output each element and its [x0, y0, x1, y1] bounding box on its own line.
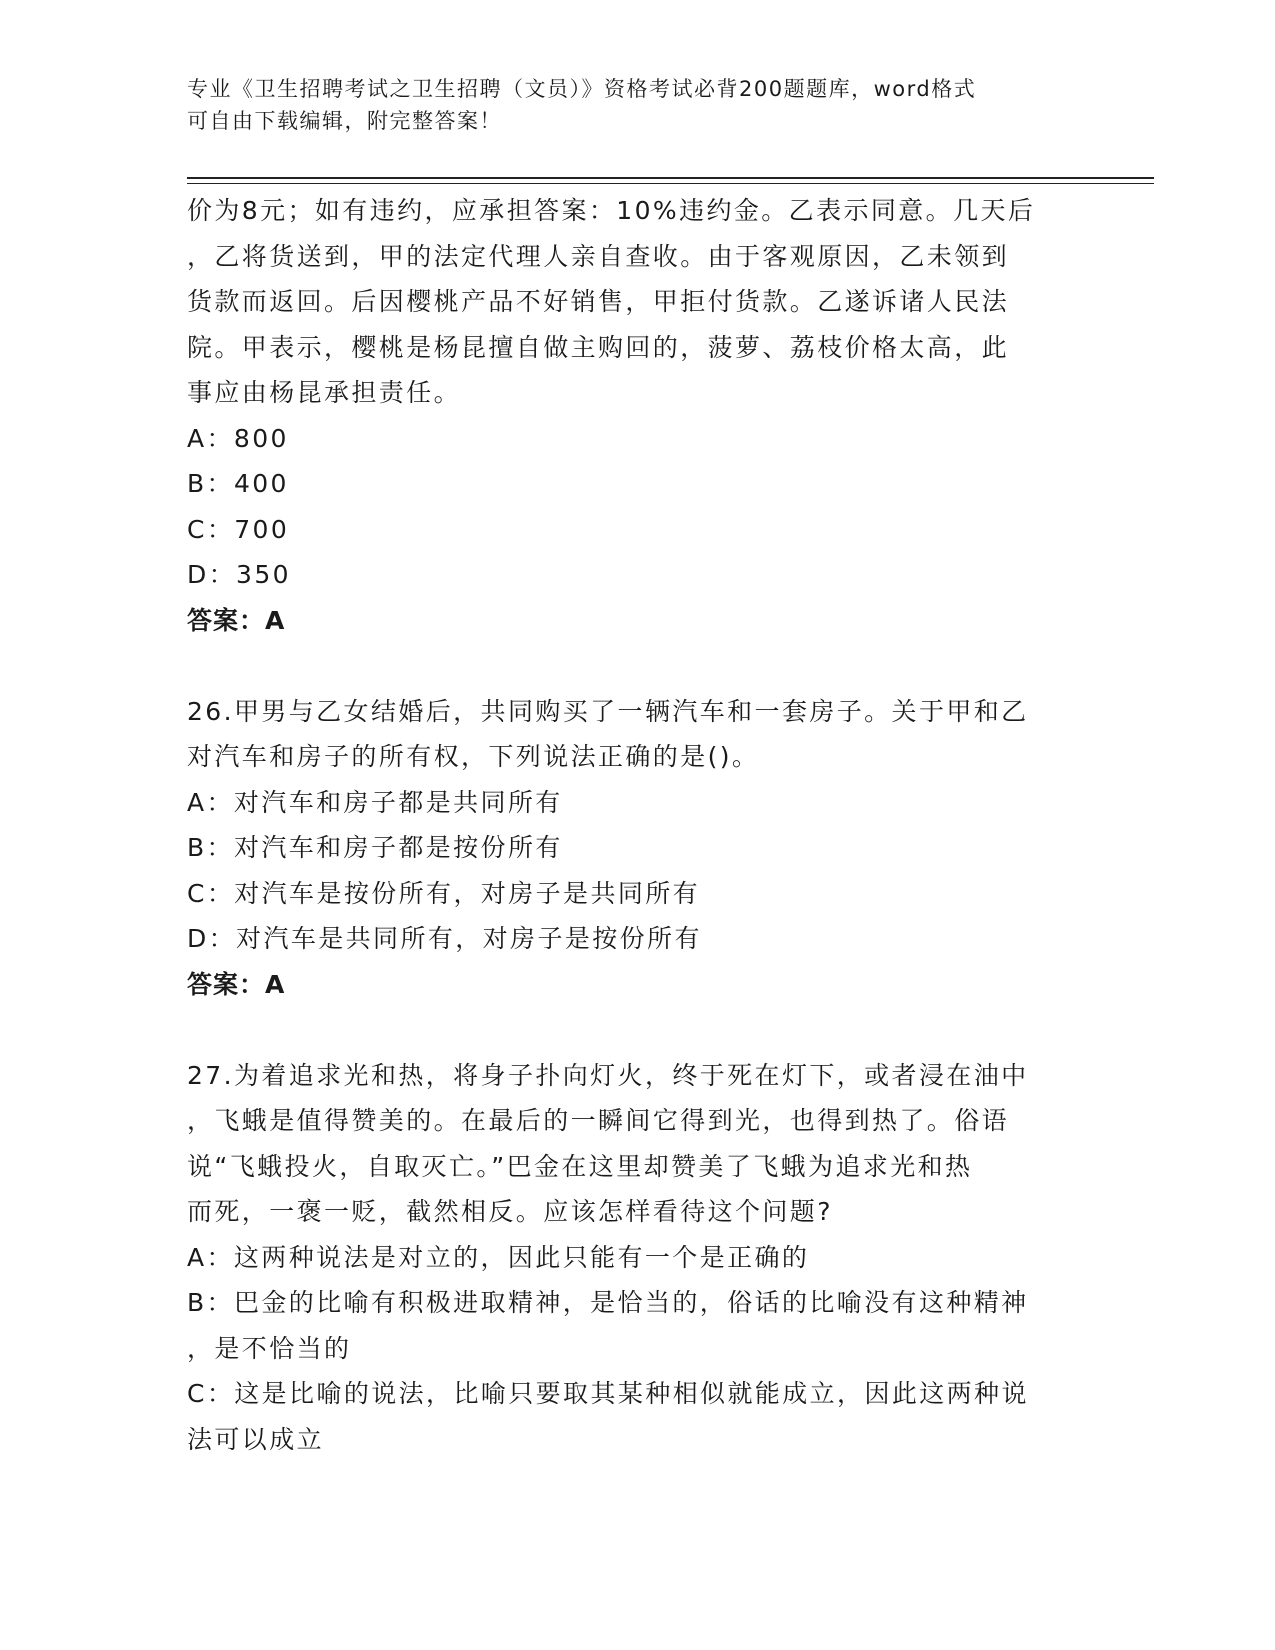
option-b-continued: ，是不恰当的 [187, 1333, 352, 1363]
option-c: C：这是比喻的说法，比喻只要取其某种相似就能成立，因此这两种说 [187, 1379, 1029, 1408]
option-b: B：对汽车和房子都是按份所有 [187, 833, 563, 862]
spacer [187, 1007, 1087, 1053]
answer-label: 答案：A [187, 605, 286, 635]
option-b: B：巴金的比喻有积极进取精神，是恰当的，俗话的比喻没有这种精神 [187, 1288, 1029, 1317]
question-text-line: 货款而返回。后因樱桃产品不好销售，甲拒付货款。乙遂诉诸人民法 [187, 287, 1010, 316]
question-text-line: ，飞蛾是值得赞美的。在最后的一瞬间它得到光，也得到热了。俗语 [187, 1106, 1010, 1135]
document-body [187, 188, 1087, 1462]
option-d: D：350 [187, 560, 291, 589]
question-27 [187, 1053, 1087, 1463]
question-text-line: 价为8元；如有违约，应承担答案：10%违约金。乙表示同意。几天后 [187, 196, 1036, 225]
option-d: D：对汽车是共同所有，对房子是按份所有 [187, 924, 702, 953]
question-text-line: 对汽车和房子的所有权，下列说法正确的是()。 [187, 742, 760, 771]
question-26 [187, 689, 1087, 1008]
option-c: C：700 [187, 514, 290, 544]
question-text-line: 说“飞蛾投火，自取灭亡。”巴金在这里却赞美了飞蛾为追求光和热 [187, 1151, 973, 1181]
header-line-2: 可自由下载编辑，附完整答案！ [187, 109, 502, 133]
option-a: A：这两种说法是对立的，因此只能有一个是正确的 [187, 1242, 810, 1272]
question-25-continued [187, 188, 1087, 643]
question-text-line: ，乙将货送到，甲的法定代理人亲自查收。由于客观原因，乙未领到 [187, 241, 1010, 271]
option-a: A：800 [187, 423, 289, 453]
option-c-continued: 法可以成立 [187, 1424, 325, 1454]
answer-label: 答案：A [187, 969, 286, 999]
spacer [187, 643, 1087, 689]
question-text-line: 事应由杨昆承担责任。 [187, 378, 462, 407]
header-line-1: 专业《卫生招聘考试之卫生招聘（文员）》资格考试必背200题题库，word格式 [187, 77, 977, 101]
question-text-line: 27.为着追求光和热，将身子扑向灯火，终于死在灯下，或者浸在油中 [187, 1060, 1029, 1090]
header-divider-thick [187, 177, 1154, 179]
option-b: B：400 [187, 469, 289, 498]
question-text-line: 26.甲男与乙女结婚后，共同购买了一辆汽车和一套房子。关于甲和乙 [187, 696, 1029, 726]
option-c: C：对汽车是按份所有，对房子是共同所有 [187, 878, 701, 908]
question-text-line: 院。甲表示，樱桃是杨昆擅自做主购回的，菠萝、荔枝价格太高，此 [187, 332, 1010, 362]
question-text-line: 而死，一褒一贬，截然相反。应该怎样看待这个问题? [187, 1197, 833, 1226]
document-header [187, 73, 1087, 137]
option-a: A：对汽车和房子都是共同所有 [187, 787, 563, 817]
header-divider-thin [187, 183, 1154, 184]
